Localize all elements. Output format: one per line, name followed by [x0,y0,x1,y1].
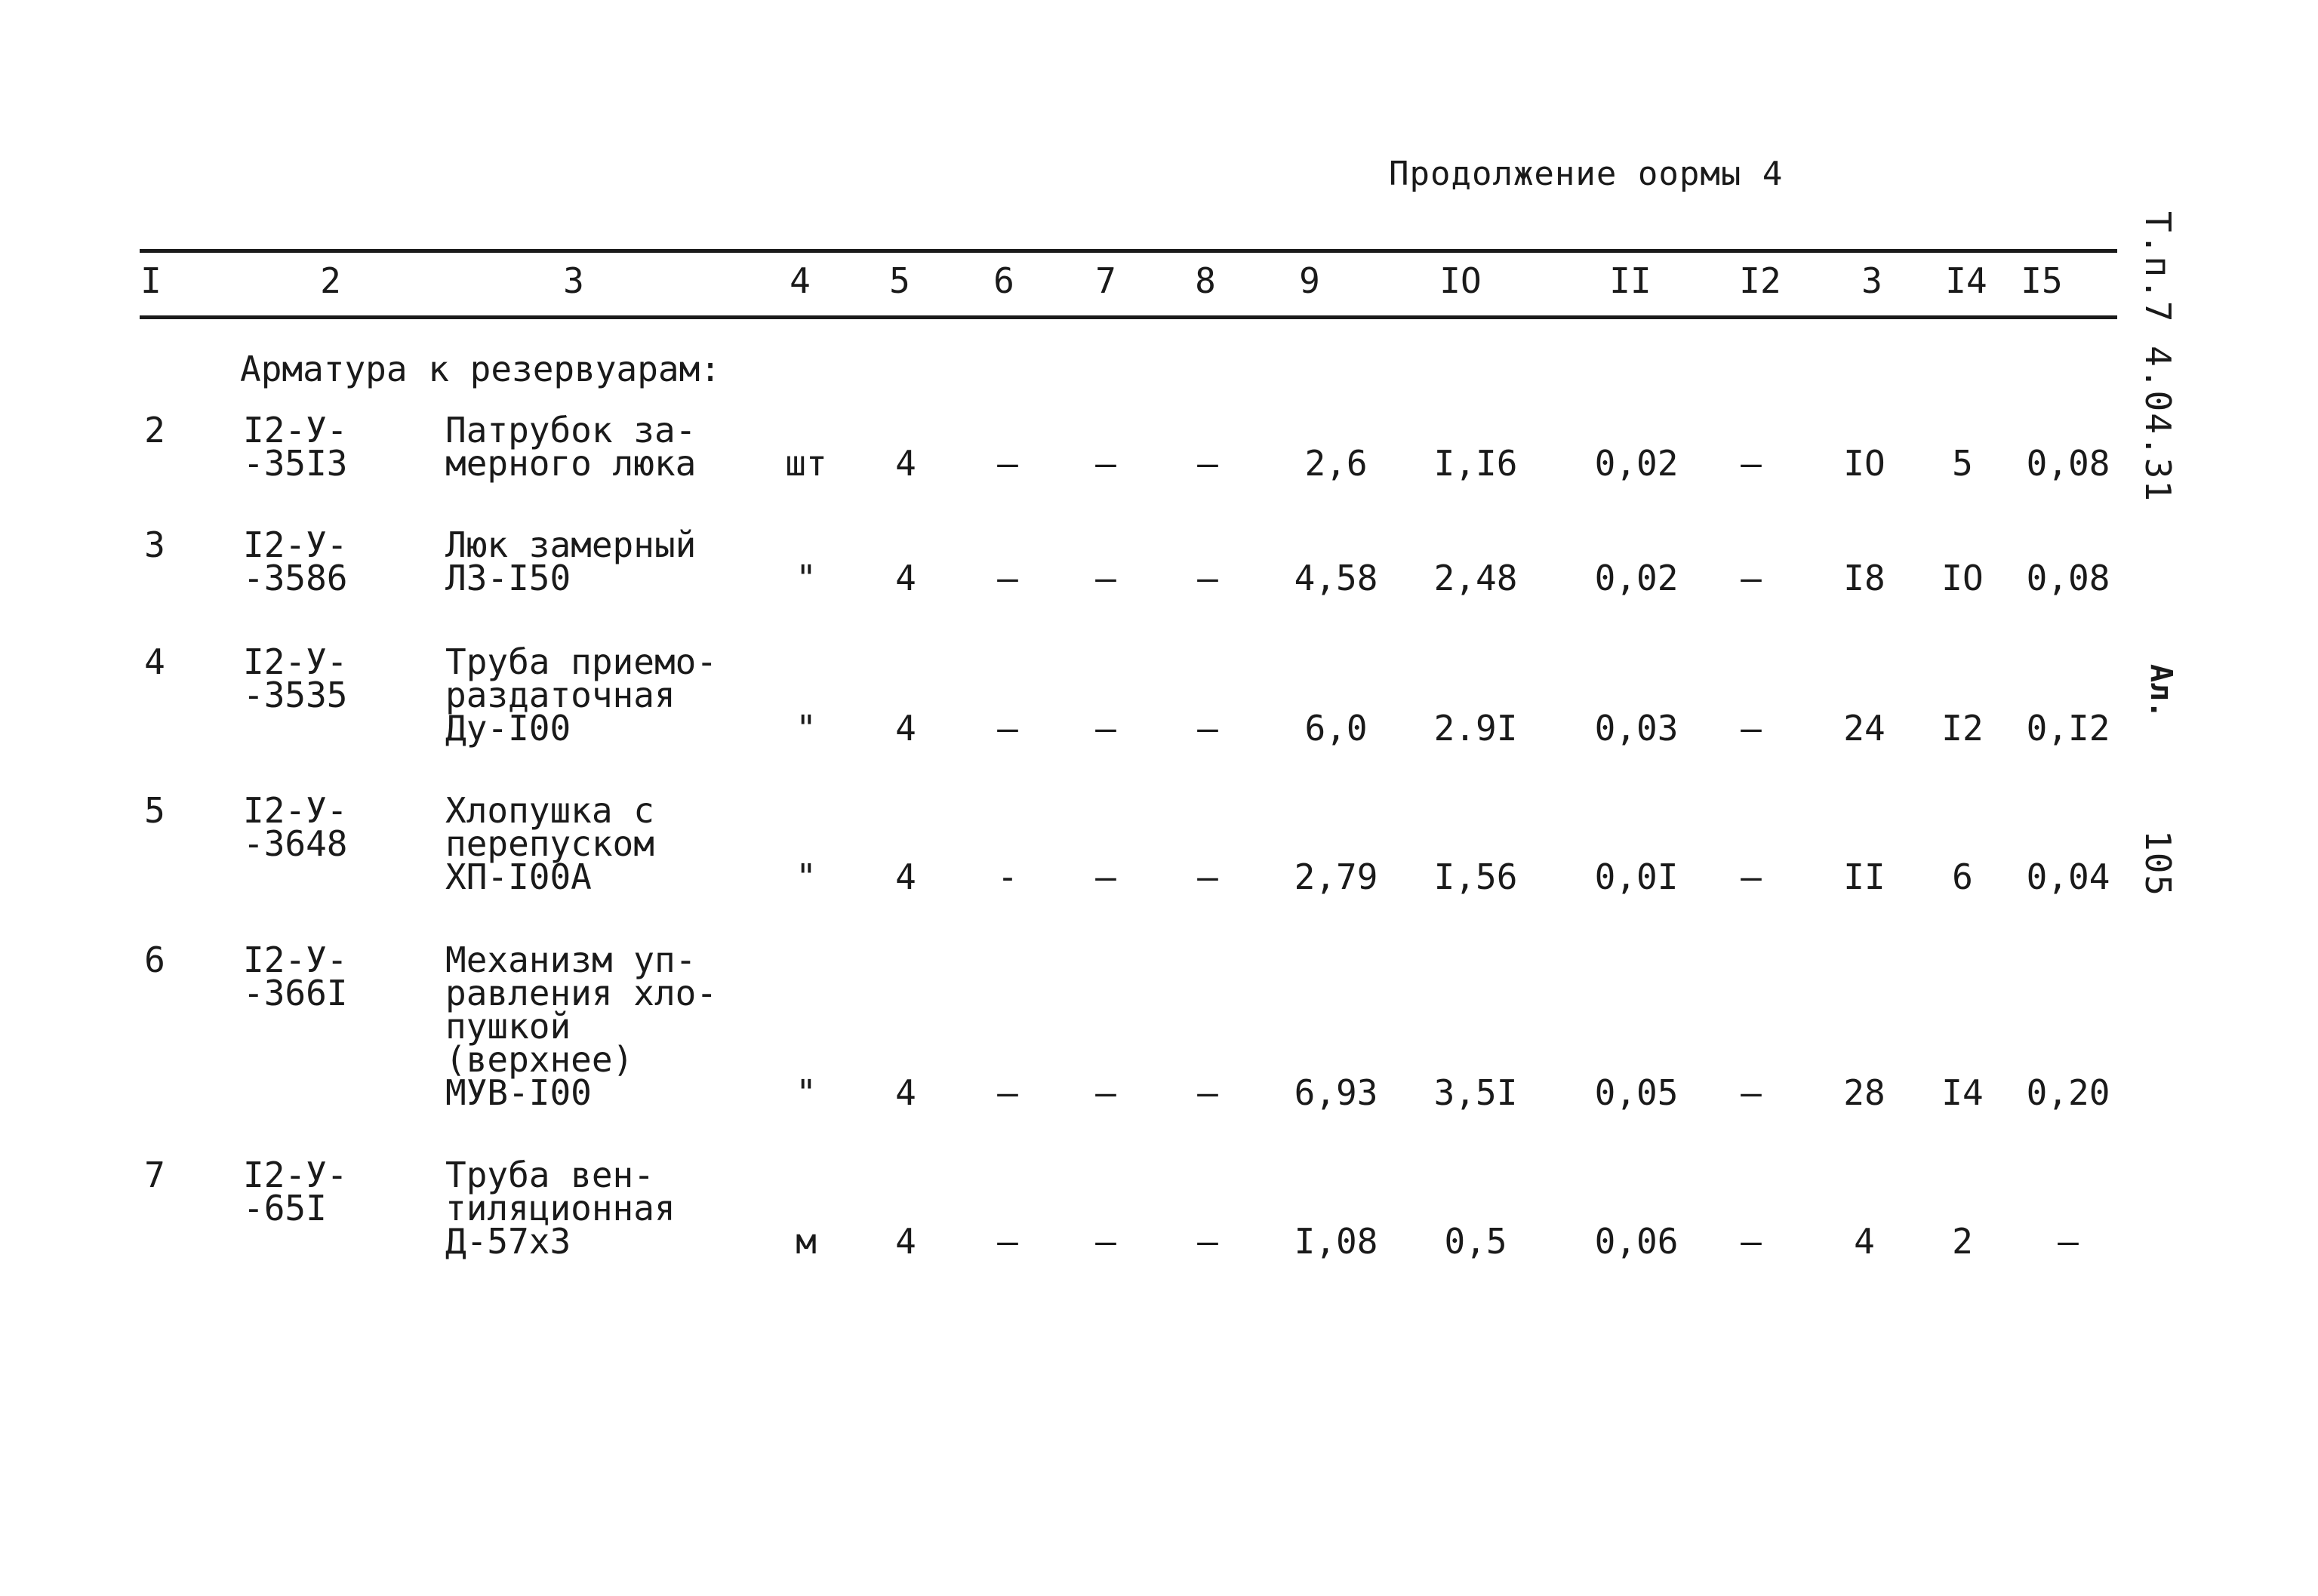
value-c13: 24 [1843,708,1885,749]
drawing-code: I2-У- -3648 [243,790,348,864]
column-number-header [0,260,2318,306]
item-name: Хлопушка с перепуском ХП-I00А [445,790,654,897]
value-c14: IO [1941,558,1984,598]
column-number-13: 3 [1861,260,1882,301]
value-c5: 4 [895,708,916,749]
value-c8: – [1197,1221,1218,1262]
value-c14: 5 [1952,443,1973,484]
value-c13: I8 [1843,558,1885,598]
value-c7: – [1095,443,1116,484]
value-c5: 4 [895,1072,916,1113]
drawing-code: I2-У- -366I [243,939,348,1013]
column-number-7: 7 [1095,260,1116,301]
value-c7: – [1095,708,1116,749]
drawing-code: I2-У- -65I [243,1155,348,1229]
value-c12: – [1741,443,1762,484]
column-number-5: 5 [889,260,910,301]
value-c11: 0,03 [1594,708,1679,749]
value-c7: – [1095,856,1116,897]
value-c5: 4 [895,856,916,897]
value-c9: I,08 [1294,1221,1378,1262]
column-number-2: 2 [320,260,341,301]
unit-of-measure: " [796,1072,817,1113]
value-c15: – [2058,1221,2079,1262]
row-number: 3 [144,524,165,565]
value-c8: – [1197,443,1218,484]
value-c15: 0,I2 [2026,708,2110,749]
item-name: Труба вен- тиляционная Д-57х3 [445,1155,676,1262]
column-number-9: 9 [1299,260,1320,301]
value-c7: – [1095,1221,1116,1262]
value-c5: 4 [895,443,916,484]
value-c14: I4 [1941,1072,1984,1113]
column-number-12: I2 [1739,260,1781,301]
value-c12: – [1741,1221,1762,1262]
value-c9: 2,6 [1304,443,1368,484]
column-number-11: II [1609,260,1652,301]
value-c10: I,I6 [1433,443,1518,484]
value-c8: – [1197,856,1218,897]
value-c10: 2.9I [1433,708,1518,749]
value-c14: 6 [1952,856,1973,897]
value-c7: – [1095,1072,1116,1113]
unit-of-measure: " [796,856,817,897]
page-number: 105 [2138,830,2178,898]
value-c12: – [1741,856,1762,897]
value-c10: I,56 [1433,856,1518,897]
value-c11: 0,06 [1594,1221,1679,1262]
column-number-6: 6 [993,260,1014,301]
value-c13: 28 [1843,1072,1885,1113]
column-number-10: IO [1439,260,1482,301]
value-c8: – [1197,708,1218,749]
value-c7: – [1095,558,1116,598]
unit-of-measure: шт [785,443,827,484]
value-c13: 4 [1854,1221,1875,1262]
unit-of-measure: м [796,1221,817,1262]
value-c11: 0,02 [1594,558,1679,598]
value-c13: II [1843,856,1885,897]
value-c11: 0,0I [1594,856,1679,897]
value-c12: – [1741,708,1762,749]
row-number: 5 [144,790,165,831]
value-c9: 2,79 [1294,856,1378,897]
value-c13: IO [1843,443,1885,484]
value-c9: 6,0 [1304,708,1368,749]
value-c11: 0,02 [1594,443,1679,484]
item-name: Труба приемо- раздаточная Ду-I00 [445,641,718,749]
value-c11: 0,05 [1594,1072,1679,1113]
table-header-rule [140,315,2117,319]
item-name: Механизм уп- равления хло- пушкой (верхнее) МУВ-I00 [445,939,718,1113]
unit-of-measure: " [796,558,817,598]
value-c15: 0,04 [2026,856,2110,897]
column-number-8: 8 [1195,260,1216,301]
column-number-3: 3 [563,260,584,301]
value-c12: – [1741,558,1762,598]
item-name: Патрубок за- мерного люка [445,410,697,484]
value-c10: 0,5 [1444,1221,1507,1262]
value-c15: 0,08 [2026,443,2110,484]
drawing-code: I2-У- -3535 [243,641,348,715]
value-c9: 6,93 [1294,1072,1378,1113]
column-number-4: 4 [790,260,811,301]
value-c6: – [997,558,1018,598]
value-c6: – [997,708,1018,749]
row-number: 7 [144,1155,165,1195]
column-number-15: I5 [2021,260,2063,301]
continuation-header: Продолжение оормы 4 [1389,155,1784,193]
column-number-1: I [140,260,162,301]
row-number: 6 [144,939,165,980]
value-c10: 3,5I [1433,1072,1518,1113]
value-c8: – [1197,558,1218,598]
value-c6: – [997,1221,1018,1262]
value-c15: 0,20 [2026,1072,2110,1113]
column-number-14: I4 [1945,260,1987,301]
value-c6: – [997,1072,1018,1113]
value-c14: I2 [1941,708,1984,749]
value-c6: - [997,856,1018,897]
value-c6: – [997,443,1018,484]
item-name: Люк замерный ЛЗ-I50 [445,524,697,598]
value-c10: 2,48 [1433,558,1518,598]
value-c15: 0,08 [2026,558,2110,598]
section-title: Арматура к резервуарам: [240,349,721,389]
value-c12: – [1741,1072,1762,1113]
unit-of-measure: " [796,708,817,749]
row-number: 2 [144,410,165,451]
value-c14: 2 [1952,1221,1973,1262]
table-top-rule [140,249,2117,253]
value-c5: 4 [895,558,916,598]
value-c9: 4,58 [1294,558,1378,598]
value-c8: – [1197,1072,1218,1113]
row-number: 4 [144,641,165,682]
sheet-mark: Ал. [2144,664,2178,719]
value-c5: 4 [895,1221,916,1262]
drawing-code: I2-У- -35I3 [243,410,348,484]
document-code: Т.п.7 4.04.31 [2138,211,2178,503]
drawing-code: I2-У- -3586 [243,524,348,598]
